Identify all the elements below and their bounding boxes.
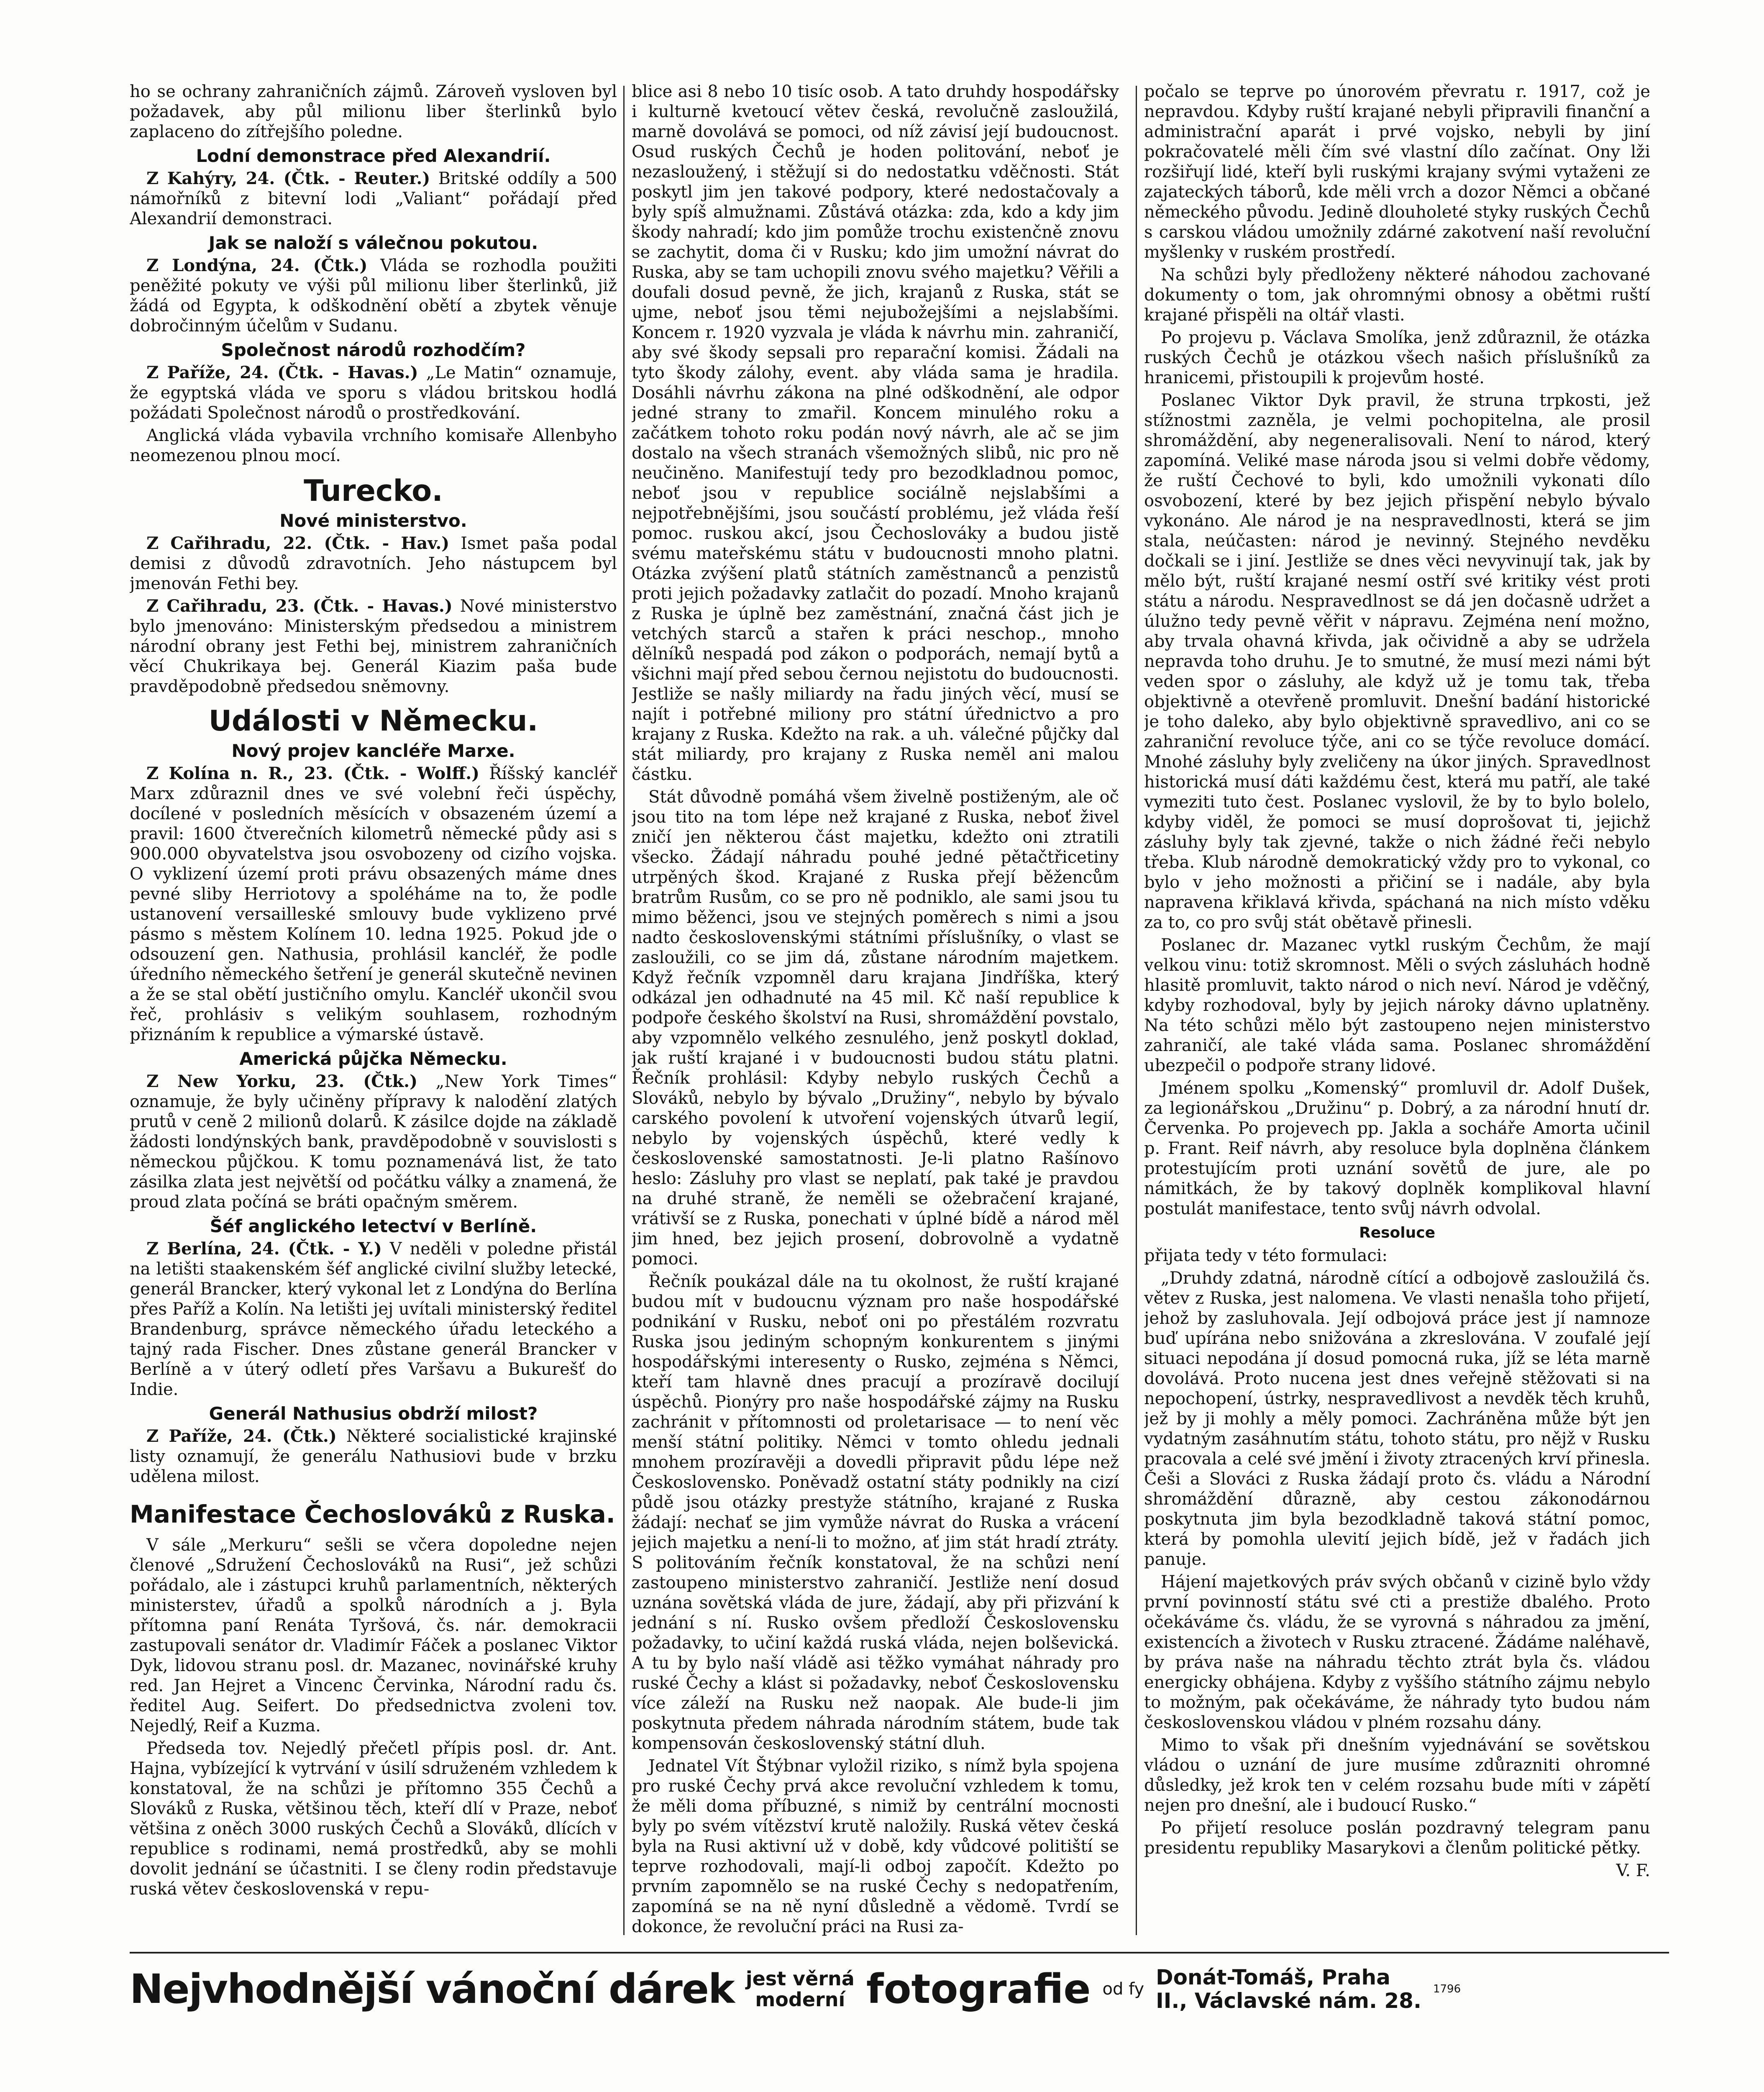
column-1: [130, 82, 617, 1939]
advertisement-banner: [130, 1952, 1669, 2020]
article-continuation: ho se ochrany zahraničních zájmů. Zároveň vysloven byl požadavek, aby půl milionu liber šterlinků bylo zaplaceno do zítřejšího poledne.: [130, 82, 617, 141]
dateline: Z Londýna, 24. (Čtk.): [146, 256, 368, 275]
headline-resolution: Resoluce: [1359, 1224, 1436, 1241]
dateline: Z Berlína, 24. (Čtk. - Y.): [146, 1239, 382, 1259]
article-paragraph: Po projevu p. Václava Smolíka, jenž zdůraznil, že otázka ruských Čechů je otázkou všech našich příslušníků za hranicemi, přistoupili k projevům hosté.: [1144, 328, 1650, 387]
headline-alexandria: Lodní demonstrace před Alexandrií.: [196, 146, 551, 166]
resolution-text: „Druhdy zdatná, národně cítící a odbojově zasloužilá čs. větev z Ruska, jest nalomena. Ve vlasti nenašla toho přijetí, jehož by zasluhovala. Její odbojová práce jest jí namnoze buď upírána nebo snižována a zkreslována. V zoufalé její situaci nepodána jí dosud pomocná ruka, jíž se léta marně dovolává. Proto nucena jest dnes veřejně stěžovati si na nepochopení, ústrky, nespravedlivost a nevděk těch kruhů, jež by ji mohly a měly pomoci. Zachráněna může být jen vydatným zasáhnutím státu, tohoto státu, pro nějž v Rusku pracovala a celé své jmění i životy ztracených krví přinesla. Češi a Slováci z Ruska žádají proto čs. vládu a Národní shromáždění důrazně, aby cestou zákonodárnou poskytnuta jim byla bezodkladně taková státní pomoc, která by pomohla ulevití jejich bídě, jež v řadách jich panuje.: [1144, 1269, 1650, 1569]
resolution-text: Mimo to však při dnešním vyjednávání se sovětskou vládou o uznání de jure musíme zdůrazniti ohromné důsledky, jež krok ten v celém rozsahu bude míti v zápětí nejen pro dnešní, ale i budoucí Rusko.“: [1144, 1736, 1650, 1815]
article-paragraph: Z Kahýry, 24. (Čtk. - Reuter.) Britské oddíly a 500 námořníků z bitevní lodi „Valiant“ pořádají před Alexandrií demonstraci.: [130, 169, 617, 228]
article-paragraph: Z New Yorku, 23. (Čtk.) „New York Times“ oznamuje, že byly učiněny přípravy k nalodění zlatých prutů v ceně 2 milionů dolarů. K zásilce dojde na základě žádosti londýnských bank, pravděpodobně v souvislosti s německou půjčkou. K tomu poznamenává list, že tato zásilka zlata jest největší od počátku války a znamená, že proud zlata počíná se bráti opačným směrem.: [130, 1072, 617, 1212]
article-paragraph: Stát důvodně pomáhá všem živelně postiženým, ale oč jsou tito na tom lépe než krajané z Ruska, neboť živel zničí jen některou část majetku, kdežto oni ztratili všecko. Žádají náhradu pouhé jedné pětačtřicetiny utrpěných škod. Krajané z Ruska přejí běžencům bratrům Rusům, co se pro ně podniklo, ale sami jsou tu mimo běženci, jsou ve stejných poměrech s nimi a jsou nadto československými státními příslušníky, o vlast se zasloužili, co se jim dá, zůstane národním majetkem. Když řečník vzpomněl daru krajana Jindříška, který odkázal jen odhadnuté na 45 mil. Kč naší republice k podpoře českého školství na Rusi, shromáždění povstalo, aby vzpomnělo velkého zesnulého, jenž poskytl doklad, jak ruští krajané i v budoucnosti budou státu platni. Řečník prohlásil: Kdyby nebylo ruských Čechů a Slováků, nebylo by bývalo „Družiny“, nebylo by bývalo carského povolení k utvoření vojenských útvarů legií, nebylo by vojenských úspěchů, které vedly k československé samostatnosti. Je-li platno Rašínovo heslo: Zásluhy pro vlast se neplatí, pak také je pravdou na druhé straně, že neměli se ožebračení krajané, vrátivší se z Ruska, ponechati v úplné bídě a národ měl jim hned, bez jejich prosení, dobrovolně a vydatně pomoci.: [632, 787, 1119, 1269]
article-paragraph: Anglická vláda vybavila vrchního komisaře Allenbyho neomezenou plnou mocí.: [130, 426, 617, 465]
article-paragraph: blice asi 8 nebo 10 tisíc osob. A tato druhdy hospodářsky i kulturně kvetoucí větev česká, revolučně zasloužilá, marně dovolává se pomoci, od níž závisí její budoucnost. Osud ruských Čechů je hoden politování, neboť je nezasloužený, i stěžují si do nedostatku vděčnosti. Stát poskytl jim jen takové podpory, které nedostačovaly a byly spíš almužnami. Zůstává otázka: zda, kdo a kdy jim škody nahradí; kdo jim pomůže trochu existenčně znovu se zachytit, doma či v Rusku; kdo jim umožní návrat do Ruska, aby se tam uchopili znovu svého majetku? Věřili a doufali dosud pevně, že jich, krajanů z Ruska, stát se ujme, neboť jsou těmi nejubožejšími a nejslabšími. Koncem r. 1920 vyzvala je vláda k návrhu min. zahraničí, aby své škody sepsali pro reparační komisi. Žádali na tyto škody zálohy, event. aby vláda sama je hradila. Dosáhli návrhu zákona na plné odškodnění, ale odpor jedné strany to zmařil. Koncem minulého roku a začátkem tohoto roku podán nový návrh, ale ač se jim dostalo na všech stranách všemožných slibů, nic pro ně neučiněno. Manifestují tedy pro bezodkladnou pomoc, neboť jsou v republice sociálně nejslabšími a nejpotřebnějšími, jsou součástí problému, jež vláda řeší pomoc. ruskou akcí, jsou Čechoslováky a budou jistě svému mateřskému státu v budoucnosti mnoho platni. Otázka zvýšení platů státních zaměstnanců a penzistů proti jejich požadavky zatlačit do pozadí. Mnoho krajanů z Ruska je úplně bez zaměstnání, značná část jich je vetchých starců a stařen k práci neschop., mnoho dělníků nespadá pod zákon o podporách, nemají bytů a všichni mají před sebou černou nejistotu do budoucnosti. Jestliže se našly miliardy na řadu jiných věcí, musí se najít i potřebné miliony pro státní úřednictvo a pro krajany z Ruska. Kdežto na rak. a uh. válečné půjčky dal stát miliardy, pro krajany z Ruska neměl ani malou částku.: [632, 82, 1119, 784]
article-paragraph: Z Cařihradu, 22. (Čtk. - Hav.) Ismet paša podal demisi z důvodů zdravotních. Jeho nástupcem byl jmenován Fethi bey.: [130, 533, 617, 593]
resolution-text: Hájení majetkových práv svých občanů v cizině bylo vždy první povinností státu své cti a prestiže dbalého. Proto očekáváme čs. vládu, že se vyrovná s náhradou za jmění, existencích a životech v Rusku ztracené. Žádáme naléhavě, by práva naše na náhradu těchto ztrát byla čs. vládou energicky obhájena. Kdyby z vyššího státního zájmu nebylo to možným, pak očekáváme, že náhrady tyto budou nám československou vládou v plném rozsahu dány.: [1144, 1572, 1650, 1732]
article-paragraph: Poslanec dr. Mazanec vytkl ruským Čechům, že mají velkou vinu: totiž skromnost. Měli o svých zásluhách hodně hlasitě promluvit, takto národ o nich neví. Národ je vděčný, kdyby rozhodoval, byly by jejich nároky dávno uplatněny. Na této schůzi mělo být zastoupeno nejen ministerstvo zahraničí, ale také vláda sama. Poslanec shromáždění ubezpečil o podpoře strany lidové.: [1144, 936, 1650, 1075]
column-divider: [623, 86, 625, 1935]
article-paragraph: počalo se teprve po únorovém převratu r. 1917, což je nepravdou. Kdyby ruští krajané nebyli připravili finanční a administrační aparát i prvé vojsko, nebyli by jiní pokračovatelé měli čím své vlastní dílo začínat. Ony lži rozšiřují lidé, kteří byli ruskými krajany svými vytaženi ze zajateckých táborů, kde měli vrch a dozor Němci a občané německého původu. Jedině dlouholeté styky ruských Čechů s carskou vládou umožnily zdárné zakotvení naší revoluční myšlenky v ruském prostředí.: [1144, 82, 1650, 262]
article-paragraph: Předseda tov. Nejedlý přečetl přípis posl. dr. Ant. Hajna, vybízející k vytrvání v úsilí sdruženém vzhledem k konstatoval, že na schůzi je přítomno 355 Čechů a Slováků z Ruska, většinou těch, kteří dlí v Praze, neboť většina z oněch 3000 ruských Čechů a Slováků, dlících v republice s rodinami, nemá prostředků, aby se mohli dovolit jednání se účastniti. I se členy rodin představuje ruská větev československá v repu-: [130, 1739, 617, 1899]
dateline: Z Paříže, 24. (Čtk. - Havas.): [146, 363, 418, 382]
dateline: Z Paříže, 24. (Čtk.): [146, 1426, 337, 1446]
ad-photo-word: fotografie: [866, 1966, 1091, 2013]
article-paragraph: Po přijetí resoluce poslán pozdravný telegram panu presidentu republiky Masarykovi a členům politické pětky.: [1144, 1818, 1650, 1858]
article-paragraph: Z Kolína n. R., 23. (Čtk. - Wolff.) Říšský kancléř Marx zdůraznil dnes ve své volební řeči úspěchy, docílené v posledních měsících v obsazeném území a pravil: 1600 čtverečních kilometrů německé půdy asi s 900.000 obyvatelstva jsou osvobozeny od cizího vojska. O vyklizení území proti právu obsazených máme dnes pevné sliby Herriotovy a spoléháme na to, že podle ustanovení versailleské smlouvy bude vyklizeno prvé pásmo s městem Kolínem 10. ledna 1925. Pokud jde o odsouzení gen. Nathusia, prohlásil kancléř, že podle úředního německého šetření je generál skutečně nevinen a že se stal obětí justičního omylu. Kancléř ukončil svou řeč, prohlásiv s velikým souhlasem, rozhodným přiznáním k republice a výmarské ústavě.: [130, 764, 617, 1044]
article-paragraph: Z Londýna, 24. (Čtk.) Vláda se rozhodla použiti peněžité pokuty ve výši půl milionu liber šterlinků, již žádá od Egypta, k odškodnění obětí a zbytek věnuje dobročinným účelům v Sudanu.: [130, 256, 617, 336]
headline-marx-speech: Nový projev kancléře Marxe.: [231, 741, 515, 761]
ad-code: 1796: [1433, 1983, 1461, 1995]
article-paragraph: V sále „Merkuru“ sešli se včera dopoledne nejen členové „Sdružení Čechoslováků na Rusi“, jež schůzi pořádalo, ale i zástupci kruhů parlamentních, některých ministerstev, úřadů a spolků národních a j. Byla přítomna paní Renáta Tyršová, čs. nár. demokracii zastupovali senátor dr. Vladimír Fáček a poslanec Viktor Dyk, lidovou stranu posl. dr. Mazanec, novinářské kruhy red. Jan Hejret a Vincenc Červinka, Národní radu čs. ředitel Aug. Seifert. Do předsednictva zvoleni tov. Nejedlý, Reif a Kuzma.: [130, 1536, 617, 1736]
dateline: Z Kolína n. R., 23. (Čtk. - Wolff.): [146, 764, 480, 783]
headline-new-ministry: Nové ministerstvo.: [279, 510, 467, 531]
author-signature: V. F.: [1616, 1861, 1650, 1880]
article-paragraph: Z Paříže, 24. (Čtk. - Havas.) „Le Matin“ oznamuje, že egyptská vláda ve sporu s vládou britskou hodlá požádati Společnost národů o prostředkování.: [130, 363, 617, 423]
ad-headline: Nejvhodnější vánoční dárek: [130, 1966, 734, 2013]
article-paragraph: přijata tedy v této formulaci:: [1144, 1246, 1388, 1265]
headline-american-loan: Americká půjčka Německu.: [239, 1049, 507, 1069]
headline-nathusius: Generál Nathusius obdrží milost?: [209, 1403, 538, 1424]
headline-manifestation: Manifestace Čechoslováků z Ruska.: [130, 1500, 615, 1528]
section-title-turkey: Turecko.: [304, 474, 443, 508]
article-paragraph: Z Paříže, 24. (Čtk.) Některé socialistické krajinské listy oznamují, že generálu Nathusiovi bude v brzku udělena milost.: [130, 1426, 617, 1486]
dateline: Z Cařihradu, 23. (Čtk. - Havas.): [146, 596, 453, 616]
headline-war-fine: Jak se naloží s válečnou pokutou.: [208, 233, 538, 253]
article-paragraph: Poslanec Viktor Dyk pravil, že struna trpkosti, jež stížnostmi zazněla, je velmi pochopitelna, ale prosil shromáždění, aby negeneralisovali. Není to národ, který zapomíná. Veliké mase národa jsou si velmi dobře vědomy, že ruští Čechové to byli, kdo umožnili vykonati dílo osvobození, které by bez jejich přispění nebylo bývalo vykonáno. Ale národ je na nespravedlnosti, která se jim stala, neúčasten: národ je nevinný. Stejného nevděku dočkali se i jiní. Jestliže se dnes věci nevyvinují tak, jak by mělo být, ruští krajané nesmí ostří své kritiky vést proti státu a národu. Nespravedlnost se dá jen dočasně udržet a úlužno tedy pevně věřit v nápravu. Zejména není možno, aby trvala ohavná křivda, jak očividně a aby se udržela nepravda toho druhu. Je to smutné, že musí mezi námi být veden spor o zásluhy, ale když už je tomu tak, třeba objektivně a otevřeně promluvit. Dnešní badání historické je toho daleko, aby bylo objektivně spravedlivo, ani co se zahraniční revoluce týče, ani co se týče revoluce domácí. Mnohé zásluhy byly zveličeny na úkor jiných. Spravedlnost historická musí dáti každému čest, která mu patří, ale také vymeziti tuto čest. Poslanec vyslovil, že by to bylo bolelo, kdyby viděl, že pomoci se musí doprošovat ti, jejichž zásluhy byly tak zjevné, takže o nich žádné řeči nebylo třeba. Klub národně demokratický vždy pro to vykonal, co bylo v jeho možnosti a přičiní se i nadále, aby byla napravena křiklavá křivda, spáchaná na nich místo vděku za to, co pro svůj stát obětavě přinesli.: [1144, 391, 1650, 932]
column-3: [1144, 82, 1650, 1939]
article-paragraph: Z Berlína, 24. (Čtk. - Y.) V neděli v poledne přistál na letišti staakenském šéf anglické civilní služby letecké, generál Brancker, který vykonal let z Londýna do Berlína přes Paříž a Kolín. Na letišti jej uvítali ministerský ředitel Brandenburg, správce německého úřadu leteckého a tajný rada Fischer. Dnes zůstane generál Brancker v Berlíně a v úterý odletí přes Varšavu a Bukurešť do Indie.: [130, 1239, 617, 1399]
newspaper-page: [130, 82, 1669, 2092]
dateline: Z Cařihradu, 22. (Čtk. - Hav.): [146, 533, 450, 553]
article-paragraph: Na schůzi byly předloženy některé náhodou zachované dokumenty o tom, jak ohromnými obnosy a obětmi ruští krajané přispěli na oltář vlasti.: [1144, 265, 1650, 325]
article-paragraph: Z Cařihradu, 23. (Čtk. - Havas.) Nové ministerstvo bylo jmenováno: Ministerským předsedou a ministrem národní obrany jest Fethi bej, ministrem zahraničních věcí Chukrikaya bej. Generál Kiazim paša bude pravděpodobně předsedou sněmovny.: [130, 596, 617, 696]
article-paragraph: Jednatel Vít Štýbnar vyložil riziko, s nímž byla spojena pro ruské Čechy prvá akce revoluční vzhledem k tomu, že měli doma příbuzné, s nimiž by centrální mocnosti byly po svém vítězství krutě naložily. Ruská větev česká byla na Rusi aktivní už v době, kdy vůdcové politiští se teprve rozhodovali, mají-li odboj započít. Kdežto po prvním zapomnělo se na ruské Čechy s nedopatřením, zapomíná se na ně nyní důsledně a vědomě. Tvrdí se dokonce, že revoluční práci na Rusi za-: [632, 1756, 1119, 1936]
ad-from-label: od fy: [1102, 1979, 1144, 1999]
ad-firm-name: Donát-Tomáš, Praha II., Václavské nám. 28.: [1156, 1965, 1421, 2013]
article-paragraph: Jménem spolku „Komenský“ promluvil dr. Adolf Dušek, za legionářskou „Družinu“ p. Dobrý, a za národní hnutí dr. Červenka. Po projevech pp. Jakla a socháře Amorta učinil p. Frant. Reif návrh, aby resoluce byla doplněna článkem protestujícím proti uznání sovětů de jure, ale po námitkách, že by takový doplněk komplikoval hlavní postulát manifestace, tento svůj návrh odvolal.: [1144, 1079, 1650, 1218]
ad-middle-text: jest věrná moderní: [745, 1967, 855, 2011]
column-divider: [1136, 86, 1137, 1935]
headline-league-of-nations: Společnost národů rozhodčím?: [221, 340, 526, 360]
headline-aviation-chief: Šéf anglického letectví v Berlíně.: [210, 1216, 537, 1236]
dateline: Z Kahýry, 24. (Čtk. - Reuter.): [146, 169, 430, 188]
article-paragraph: Řečník poukázal dále na tu okolnost, že ruští krajané budou mít v budoucnu význam pro naše hospodářské podnikání v Rusku, neboť oni po přestálém rozvratu Ruska jsou jediným schopným konkurentem s jinými hospodářskými interesenty o Rusko, zejména s Němci, kteří tam hlavně dnes pracují a prozíravě docilují úspěchů. Pionýry pro naše hospodářské zájmy na Rusku zachránit v přítomnosti od proletarisace — to není věc menší státní politiky. Němci v tomto ohledu jednali mnohem prozíravěji a dovedli připravit půdu lépe než Československo. Poněvadž ostatní státy podnikly na cizí půdě jsou otázky prestyže státního, krajané z Ruska žádají: nechať se jim vymůže návrat do Ruska a vrácení jejich majetku a není-li to možno, ať jim stát hradí ztráty. S politováním řečník konstatoval, že na schůzi není zastoupeno ministerstvo zahraničí. Jestliže není dosud uznána sovětská vláda de jure, žádají, aby při přizvání k jednání s ní. Rusko ovšem předloží Československu požadavky, to učiní každá ruská vláda, nejen bolševická. A tu by bylo naší vládě asi těžko vymáhat náhrady pro ruské Čechy a klást si požadavky, neboť Československu více záleží na Rusku než naopak. Ale bude-li jim poskytnuta předem náhrada národním státem, bude tak kompensován československý státní dluh.: [632, 1272, 1119, 1753]
dateline: Z New Yorku, 23. (Čtk.): [146, 1072, 418, 1091]
column-2: [632, 82, 1119, 1939]
section-title-germany: Události v Německu.: [208, 705, 538, 738]
